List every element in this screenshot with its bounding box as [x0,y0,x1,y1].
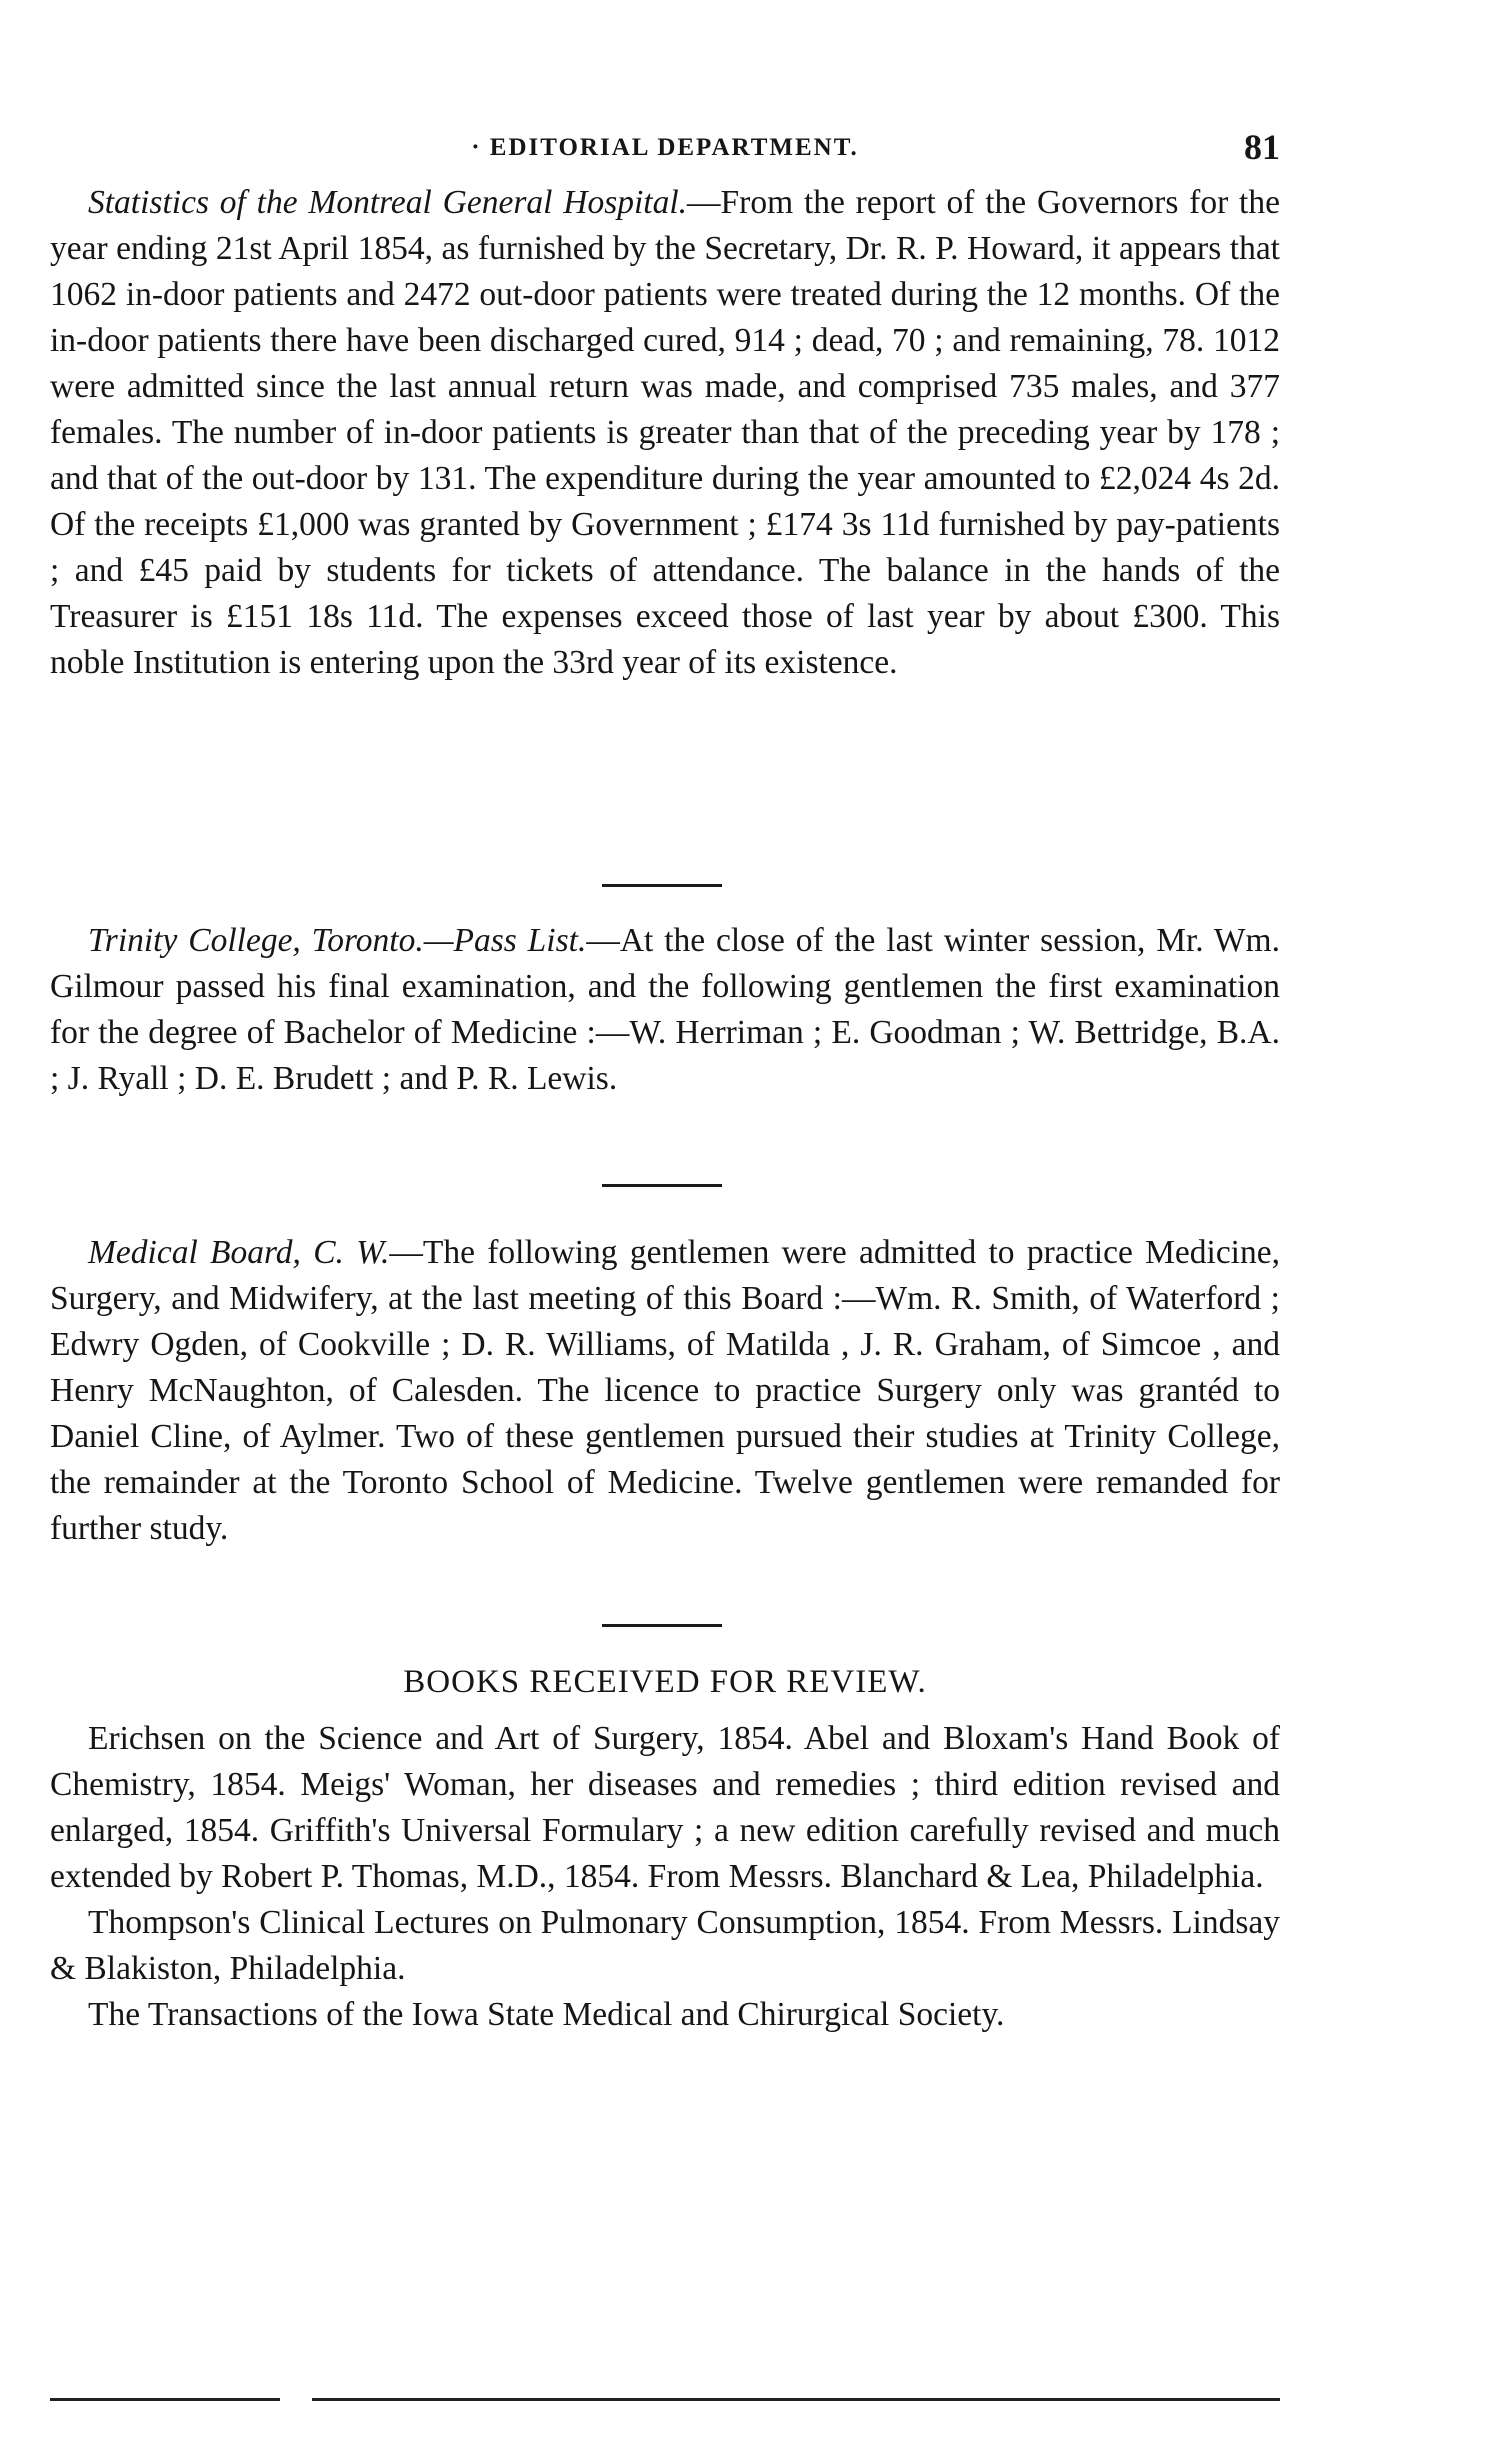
page-header [50,126,1280,176]
document-page [50,0,1280,2441]
page-number: 81 [1244,127,1280,167]
section-divider [602,884,722,887]
section-trinity-college [50,918,1280,1102]
montreal-title: Statistics of the Montreal General Hospital. [88,184,688,221]
montreal-paragraph [50,180,1280,686]
books-paragraph: The Transactions of the Iowa State Medical and Chirurgical Society. [88,1996,1005,2033]
books-paragraph: Thompson's Clinical Lectures on Pulmonary Consumption, 1854. From Messrs. Lindsay & Blakiston, Philadelphia. [50,1904,1280,1987]
section-montreal-hospital [50,180,1280,686]
trinity-title: Trinity College, Toronto.—Pass List. [88,922,587,959]
section-divider [602,1624,722,1627]
section-books-received [50,1716,1280,2038]
montreal-text: —From the report of the Governors for the year ending 21st April 1854, as furnished by the Secretary, Dr. R. P. Howard, it appears that 1062 in-door patients and 2472 out-door patients were treated during the 12 months. Of the in-door patients there have been discharged cured, 914 ; dead, 70 ; and remaining, 78. 1012 were admitted since the last annual return was made, and comprised 735 males, and 377 females. The number of in-door patients is greater than that of the preceding year by 178 ; and that of the out-door by 131. The expenditure during the year amounted to £2,024 4s 2d. Of the receipts £1,000 was granted by Government ; £174 3s 11d furnished by pay-patients ; and £45 paid by students for tickets of attendance. The balance in the hands of the Treasurer is £151 18s 11d. The expenses exceed those of last year by about £300. This noble Institution is entering upon the 33rd year of its existence. [50,184,1280,681]
trinity-text: —At the close of the last winter session, Mr. Wm. Gilmour passed his final examination, and the following gentlemen the first examination for the degree of Bachelor of Medicine :—W. Herriman ; E. Goodman ; W. Bettridge, B.A. ; J. Ryall ; D. E. Brudett ; and P. R. Lewis. [50,922,1280,1097]
medical-board-paragraph [50,1230,1280,1552]
section-divider [602,1184,722,1187]
trinity-paragraph [50,918,1280,1102]
footer-rule [312,2398,1280,2401]
footer-rule [50,2398,280,2401]
running-head: · EDITORIAL DEPARTMENT. [471,134,859,161]
books-heading: BOOKS RECEIVED FOR REVIEW. [403,1664,927,1700]
section-medical-board [50,1230,1280,1552]
medical-board-text: —The following gentlemen were admitted to practice Medicine, Surgery, and Midwifery, at the last meeting of this Board :—Wm. R. Smith, of Waterford ; Edwry Ogden, of Cookville ; D. R. Williams, of Matilda , J. R. Graham, of Simcoe , and Henry McNaughton, of Calesden. The licence to practice Surgery only was grantéd to Daniel Cline, of Aylmer. Two of these gentlemen pursued their studies at Trinity College, the remainder at the Toronto School of Medicine. Twelve gentlemen were remanded for further study. [50,1234,1280,1547]
medical-board-title: Medical Board, C. W. [88,1234,390,1271]
books-paragraph: Erichsen on the Science and Art of Surgery, 1854. Abel and Bloxam's Hand Book of Chemistry, 1854. Meigs' Woman, her diseases and remedies ; third edition revised and enlarged, 1854. Griffith's Universal Formulary ; a new edition carefully revised and much extended by Robert P. Thomas, M.D., 1854. From Messrs. Blanchard & Lea, Philadelphia. [50,1720,1280,1895]
